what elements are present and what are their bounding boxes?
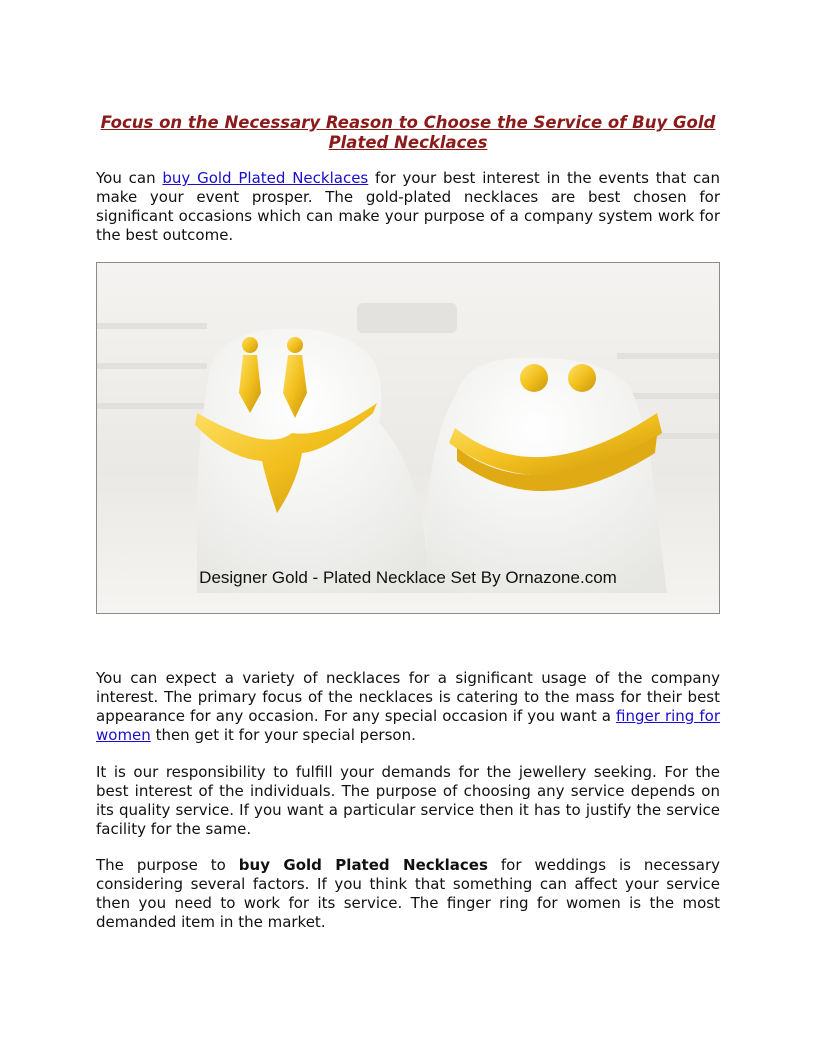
text-run: for your best interest in the events that can make your event prosper. The gold-plated necklaces are best chosen for significant occasions which can make your purpose of a company system work for the best outcome. xyxy=(96,169,720,244)
text-run: You can expect a variety of necklaces for a significant usage of the company interest. The primary focus of the necklaces is catering to the mass for their best appearance for any occasion. For any special occasion if you want a xyxy=(96,669,720,725)
buy-gold-plated-necklaces-link[interactable]: buy Gold Plated Necklaces xyxy=(162,169,369,187)
article-title: Focus on the Necessary Reason to Choose the Service of Buy Gold Plated Necklaces xyxy=(100,113,716,152)
text-run: The purpose to xyxy=(96,856,239,874)
necklace-photo-illustration xyxy=(97,263,719,613)
text-run: for weddings is necessary considering several factors. If you think that something can affect your service then you need to work for its service. The finger ring for women is the most demanded item in the market. xyxy=(96,856,721,931)
paragraph-responsibility: It is our responsibility to fulfill your demands for the jewellery seeking. For the best interest of the individuals. The purpose of choosing any service depends on its quality service. If you want a particular service then it has to justify the service facility for the same. xyxy=(96,763,720,838)
bold-phrase: buy Gold Plated Necklaces xyxy=(238,856,488,874)
necklace-image xyxy=(96,262,720,614)
paragraph-variety xyxy=(96,669,720,745)
image-caption: Designer Gold - Plated Necklace Set By Ornazone.com xyxy=(199,568,617,587)
paragraph-intro xyxy=(96,169,720,245)
text-run: You can xyxy=(96,169,163,187)
text-run: then get it for your special person. xyxy=(150,726,416,744)
finger-ring-for-women-link[interactable]: finger ring for women xyxy=(96,707,720,744)
paragraph-purpose xyxy=(96,856,720,932)
